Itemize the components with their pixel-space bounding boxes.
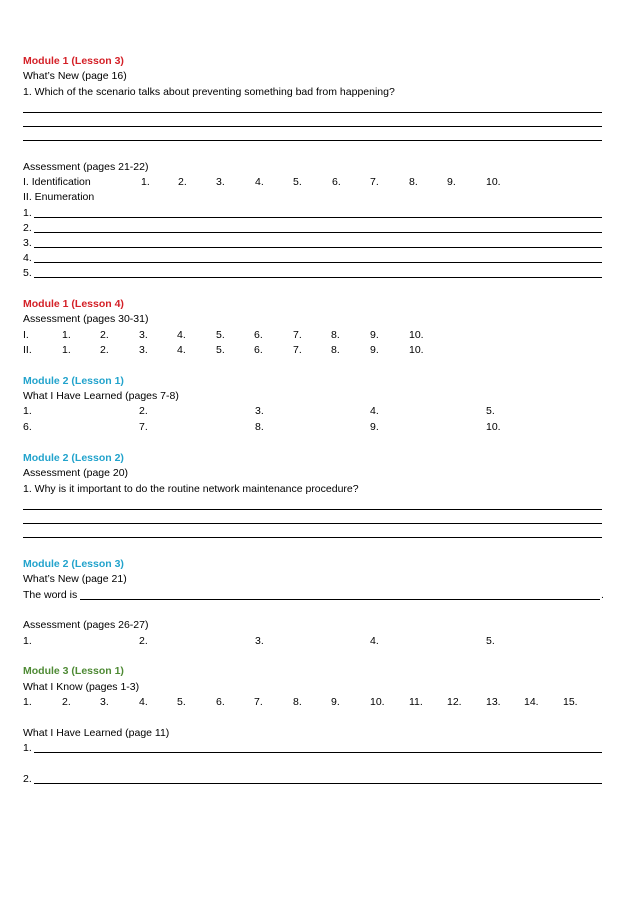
item-number: 4.: [139, 696, 148, 708]
item-number: 3.: [255, 635, 264, 647]
module-1-lesson-3-heading: Module 1 (Lesson 3): [23, 55, 124, 67]
enum-number: 5.: [23, 267, 32, 279]
what-i-have-learned-label: What I Have Learned (pages 7-8): [23, 390, 179, 402]
item-number: 7.: [293, 329, 302, 341]
item-number: 2.: [100, 344, 109, 356]
answer-line[interactable]: [34, 247, 602, 248]
module-3-lesson-1-heading: Module 3 (Lesson 1): [23, 665, 124, 677]
item-number: 10.: [486, 421, 501, 433]
whats-new-label: What’s New (page 16): [23, 70, 127, 82]
item-number: 6.: [254, 329, 263, 341]
item-number: 2.: [100, 329, 109, 341]
item-number: 3.: [139, 329, 148, 341]
item-number: 9.: [370, 329, 379, 341]
item-number: 2.: [139, 405, 148, 417]
item-number: 10.: [370, 696, 385, 708]
module-2-lesson-2-heading: Module 2 (Lesson 2): [23, 452, 124, 464]
enum-number: 2.: [23, 222, 32, 234]
whats-new-label: What’s New (page 21): [23, 573, 127, 585]
item-number: 5.: [486, 635, 495, 647]
item-number: 7.: [370, 176, 379, 188]
answer-line[interactable]: [34, 217, 602, 218]
word-answer-line[interactable]: [80, 599, 600, 600]
answer-line[interactable]: [34, 232, 602, 233]
item-number: 1.: [141, 176, 150, 188]
answer-line[interactable]: [34, 277, 602, 278]
item-number: 12.: [447, 696, 462, 708]
item-number: 4.: [255, 176, 264, 188]
item-number: 4.: [177, 329, 186, 341]
item-number: 9.: [331, 696, 340, 708]
item-number: 5.: [216, 344, 225, 356]
item-number: 9.: [370, 344, 379, 356]
answer-line[interactable]: [23, 523, 602, 524]
item-number: 7.: [139, 421, 148, 433]
assessment-label: Assessment (pages 30-31): [23, 313, 149, 325]
item-number: 1.: [23, 635, 32, 647]
module-2-lesson-1-heading: Module 2 (Lesson 1): [23, 375, 124, 387]
module-2-lesson-3-heading: Module 2 (Lesson 3): [23, 558, 124, 570]
identification-label: I. Identification: [23, 176, 91, 188]
item-number: 1.: [62, 344, 71, 356]
answer-line[interactable]: [23, 126, 602, 127]
item-number: 5.: [177, 696, 186, 708]
item-number: 5.: [216, 329, 225, 341]
item-number: 6.: [216, 696, 225, 708]
item-number: 7.: [293, 344, 302, 356]
period: .: [601, 589, 604, 601]
item-number: 2.: [62, 696, 71, 708]
item-number: 8.: [409, 176, 418, 188]
item-number: 15.: [563, 696, 578, 708]
answer-line[interactable]: [23, 112, 602, 113]
item-number: 5.: [486, 405, 495, 417]
enum-number: 3.: [23, 237, 32, 249]
answer-line[interactable]: [23, 509, 602, 510]
answer-line[interactable]: [34, 783, 602, 784]
question-text: 1. Why is it important to do the routine network maintenance procedure?: [23, 483, 359, 495]
item-number: 6.: [254, 344, 263, 356]
item-number: 6.: [23, 421, 32, 433]
item-number: 3.: [100, 696, 109, 708]
item-number: 9.: [447, 176, 456, 188]
question-text: 1. Which of the scenario talks about preventing something bad from happening?: [23, 86, 395, 98]
row-label: I.: [23, 329, 29, 341]
assessment-label: Assessment (pages 21-22): [23, 161, 149, 173]
enum-number: 4.: [23, 252, 32, 264]
answer-line[interactable]: [23, 537, 602, 538]
assessment-label: Assessment (pages 26-27): [23, 619, 149, 631]
answer-line[interactable]: [23, 140, 602, 141]
item-number: 4.: [370, 635, 379, 647]
item-number: 9.: [370, 421, 379, 433]
item-number: 2.: [139, 635, 148, 647]
enum-number: 1.: [23, 207, 32, 219]
item-number: 10.: [486, 176, 501, 188]
item-number: 1.: [23, 696, 32, 708]
item-number: 5.: [293, 176, 302, 188]
item-number: 1.: [23, 742, 32, 754]
item-number: 3.: [216, 176, 225, 188]
item-number: 11.: [409, 696, 423, 708]
row-label: II.: [23, 344, 32, 356]
enumeration-label: II. Enumeration: [23, 191, 95, 203]
module-1-lesson-4-heading: Module 1 (Lesson 4): [23, 298, 124, 310]
item-number: 14.: [524, 696, 539, 708]
item-number: 8.: [331, 344, 340, 356]
item-number: 7.: [254, 696, 263, 708]
assessment-label: Assessment (page 20): [23, 467, 129, 479]
item-number: 10.: [409, 344, 424, 356]
word-is-label: The word is: [23, 589, 78, 601]
item-number: 1.: [23, 405, 32, 417]
item-number: 4.: [370, 405, 379, 417]
item-number: 8.: [331, 329, 340, 341]
item-number: 13.: [486, 696, 501, 708]
item-number: 6.: [332, 176, 341, 188]
item-number: 4.: [177, 344, 186, 356]
what-i-know-label: What I Know (pages 1-3): [23, 681, 140, 693]
item-number: 3.: [139, 344, 148, 356]
item-number: 8.: [293, 696, 302, 708]
answer-line[interactable]: [34, 752, 602, 753]
item-number: 10.: [409, 329, 424, 341]
answer-line[interactable]: [34, 262, 602, 263]
item-number: 8.: [255, 421, 264, 433]
item-number: 2.: [178, 176, 187, 188]
item-number: 3.: [255, 405, 264, 417]
item-number: 2.: [23, 773, 32, 785]
item-number: 1.: [62, 329, 71, 341]
what-i-have-learned-label: What I Have Learned (page 11): [23, 727, 170, 739]
